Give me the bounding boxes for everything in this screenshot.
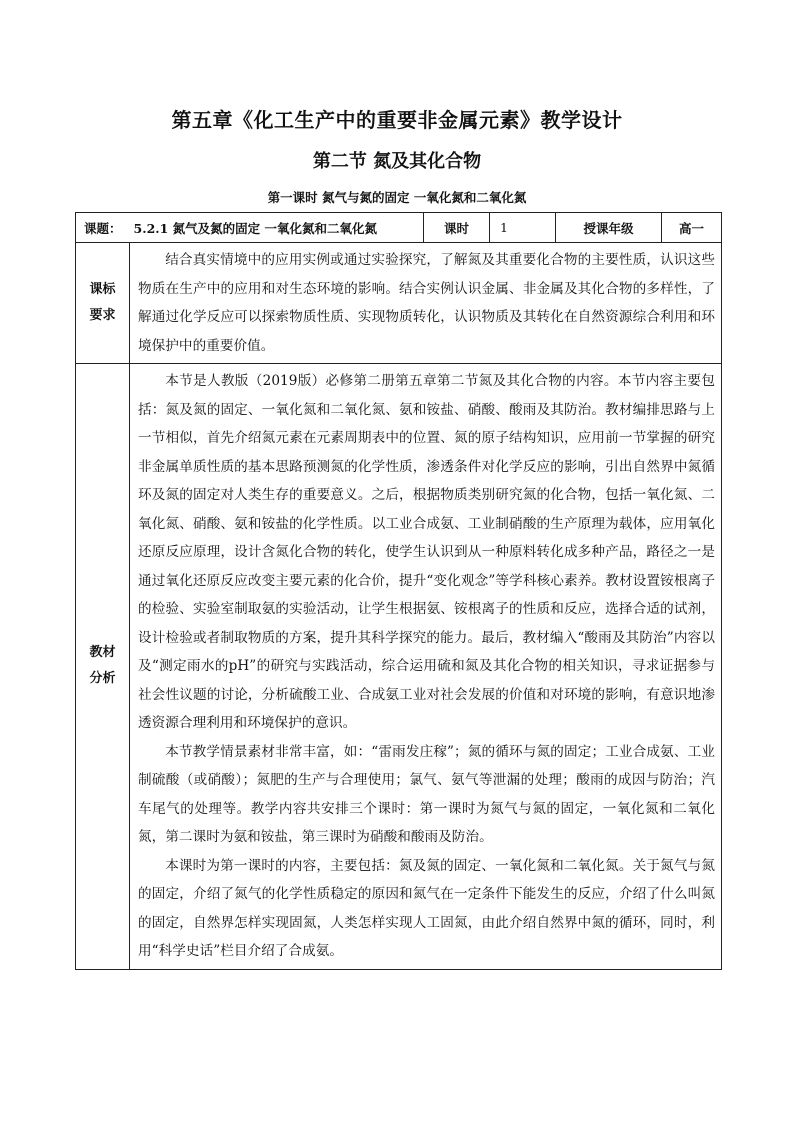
hours-value: 1 xyxy=(490,213,556,243)
course-value: 5.2.1 氮气及氮的固定 一氧化氮和二氧化氮 xyxy=(133,220,378,236)
standard-label-line-2: 要求 xyxy=(89,308,116,323)
lesson-title: 第一课时 氮气与氮的固定 一氧化氮和二氧化氮 xyxy=(267,190,527,205)
chapter-title: 第五章《化工生产中的重要非金属元素》教学设计 xyxy=(171,108,623,132)
analysis-paragraph: 本课时为第一课时的内容，主要包括：氮及氮的固定、一氧化氮和二氧化氮。关于氮气与氮的固定，介绍了氮气的化学性质稳定的原因和氮气在一定条件下能发生的反应，介绍了什么叫氮的固定，自然界怎样实现固氮，人类怎样实现人工固氮，由此介绍自然界中氮的循环，同时，利用“科学史话”栏目介绍了合成氨。 xyxy=(138,857,715,959)
analysis-content xyxy=(130,364,722,970)
course-label: 课题： xyxy=(84,220,122,236)
lesson-plan-table xyxy=(75,212,722,970)
standard-content xyxy=(130,243,722,364)
course-info-row xyxy=(76,213,722,243)
analysis-label xyxy=(76,364,130,970)
standard-label xyxy=(76,243,130,364)
analysis-paragraph: 本节是人教版（2019版）必修第二册第五章第二节氮及其化合物的内容。本节内容主要包括：氮及氮的固定、一氧化氮和二氧化氮、氨和铵盐、硝酸、酸雨及其防治。教材编排思路与上一节相似，首先介绍氮元素在元素周期表中的位置、氮的原子结构知识，应用前一节掌握的研究非金属单质性质的基本思路预测氮的化学性质，渗透条件对化学反应的影响，引出自然界中氮循环及氮的固定对人类生存的重要意义。之后，根据物质类别研究氮的化合物，包括一氧化氮、二氧化氮、硝酸、氨和铵盐的化学性质。以工业合成氨、工业制硝酸的生产原理为载体，应用氧化还原反应原理，设计含氮化合物的转化，使学生认识到从一种原料转化成多种产品，路径之一是通过氧化还原反应改变主要元素的化合价，提升“变化观念”等学科核心素养。教材设置铵根离子的检验、实验室制取氨的实验活动，让学生根据氨、铵根离子的性质和反应，选择合适的试剂，设计检验或者制取物质的方案，提升其科学探究的能力。最后，教材编入“酸雨及其防治”内容以及“测定雨水的pH”的研究与实践活动，综合运用硫和氮及其化合物的相关知识，寻求证据参与社会性议题的讨论，分析硫酸工业、合成氨工业对社会发展的价值和对环境的影响，有意识地渗透资源合理利用和环境保护的意识。 xyxy=(138,373,715,731)
course-cell xyxy=(76,213,424,243)
standard-label-line-1: 课标 xyxy=(89,282,116,297)
standard-row xyxy=(76,243,722,364)
grade-label: 授课年级 xyxy=(556,213,662,243)
analysis-label-line-1: 教材 xyxy=(89,645,116,661)
analysis-label-line-2: 分析 xyxy=(89,671,116,687)
hours-label: 课时 xyxy=(424,213,490,243)
section-title: 第二节 氮及其化合物 xyxy=(312,151,482,172)
analysis-paragraph: 本节教学情景素材非常丰富，如：“雷雨发庄稼”；氮的循环与氮的固定；工业合成氨、工业制硫酸（或硝酸）；氮肥的生产与合理使用；氯气、氨气等泄漏的处理；酸雨的成因与防治；汽车尾气的处理等。教学内容共安排三个课时：第一课时为氮气与氮的固定，一氧化氮和二氧化氮，第二课时为氨和铵盐，第三课时为硝酸和酸雨及防治。 xyxy=(138,743,715,845)
grade-value: 高一 xyxy=(662,213,722,243)
standard-text: 结合真实情境中的应用实例或通过实验探究，了解氮及其重要化合物的主要性质，认识这些物质在生产中的应用和对生态环境的影响。结合实例认识金属、非金属及其化合物的多样性，了解通过化学反应可以探索物质性质、实现物质转化，认识物质及其转化在自然资源综合利用和环境保护中的重要价值。 xyxy=(138,252,715,354)
analysis-row xyxy=(76,364,722,970)
